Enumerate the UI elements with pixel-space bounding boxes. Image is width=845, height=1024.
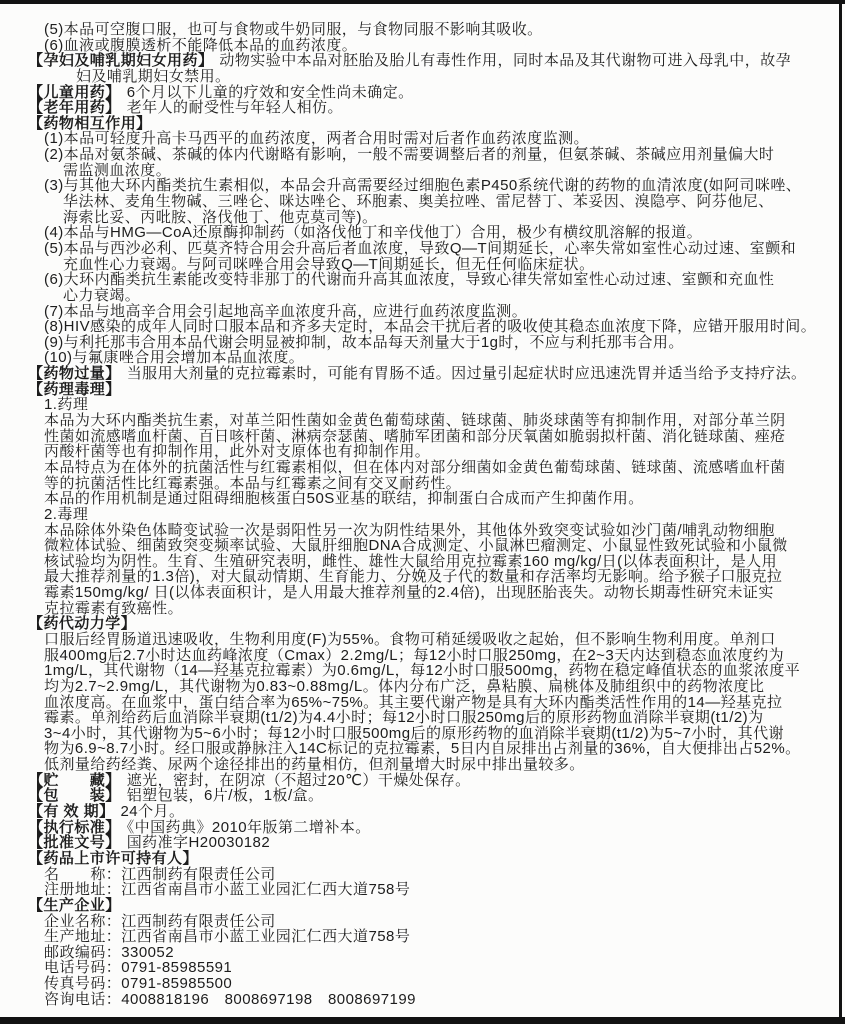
line-text: 充血性心力衰竭。与阿司咪唑合用会导致Q—T间期延长，但无任何临床症状。 [63,255,595,273]
doc-line [0,257,836,273]
doc-line [0,741,836,757]
doc-line [0,569,836,585]
doc-line [0,413,836,429]
doc-line [0,507,836,523]
line-text: 口服后经胃肠道迅速吸收，生物利用度(F)为55%。食物可稍延缓吸收之起始，但不影响生物利用度。单剂口 [44,630,776,648]
line-text: 华法林、麦角生物碱、三唑仑、咪达唑仑、环胞素、奥美拉唑、雷尼替丁、苯妥因、溴隐亭、阿芬他尼、 [63,193,774,211]
section-label: 【药物相互作用】 [28,114,152,132]
doc-line [0,585,836,601]
line-text: 2.毒理 [44,505,89,523]
scan-edge-right [839,0,842,1024]
doc-line [0,100,836,116]
line-text: 服400mg后2.7小时达血药峰浓度（Cmax）2.2mg/L；每12小时口服250mg，在2~3天内达到稳态血浓度约为 [44,646,785,664]
line-text: 最大推荐剂量的1.3倍)，对大鼠动情期、生育能力、分娩及子代的数量和存活率均无影响。给予猴子口服克拉 [44,568,783,586]
line-text: (5)本品可空腹口服，也可与食物或牛奶同服，与食物同服不影响其吸收。 [44,21,543,38]
line-text: 霉素150mg/kg/ 日(以体表面积计，是人用最大推荐剂量的2.4倍)，出现胚胎丧失。动物长期毒性研究未证实 [44,584,774,602]
line-text: 心力衰竭。 [63,286,141,304]
doc-line [0,960,836,976]
line-text: (6)大环内酯类抗生素能改变特非那丁的代谢而升高其血浓度，导致心律失常如室性心动过速、室颤和充血性 [44,271,775,289]
line-text: 均为2.7~2.9mg/L，其代谢物为0.83~0.88mg/L。体内分布广泛，鼻粘膜、扁桃体及肺组织中的药物浓度比 [44,677,765,695]
line-text: 丙酸杆菌等也有抑制作用，此外对支原体也有抑制作用。 [44,443,431,461]
section-label: 【孕妇及哺乳期妇女用药】 [28,52,214,70]
line-text: 《中国药典》2010年版第二增补本。 [126,818,371,836]
doc-line [0,835,836,851]
doc-line [0,773,836,789]
line-text: (9)与利托那韦合用本品代谢会明显被抑制，故本品每天剂量大于1g时，不应与利托那韦合用。 [44,333,684,351]
doc-line [0,69,836,85]
line-text: 血浓度高。在血浆中，蛋白结合率为65%~75%。其主要代谢产物是具有大环内酯类活性作用的14—羟基克拉 [44,693,783,711]
line-text: 低剂量给药经粪、尿两个途径排出的药量相仿，但剂量增大时尿中排出量较多。 [44,756,585,774]
doc-line [0,788,836,804]
line-text: 遮光，密封，在阴凉（不超过20℃）干燥处保存。 [126,771,471,789]
doc-line [0,53,836,69]
section-label: 【执行标准】 [28,818,121,836]
doc-line [0,225,836,241]
line-text: 海索比妥、丙吡胺、洛伐他丁、他克莫司等)。 [63,208,378,226]
line-text: 本品特点为在体外的抗菌活性与红霉素相似，但在体内对部分细菌如金黄色葡萄球菌、链球菌、流感嗜血杆菌 [44,458,786,476]
document-body [0,22,836,1007]
doc-line [0,601,836,617]
line-text: 微粒体试验、细菌致突变频率试验、大鼠肝细胞DNA合成测定、小鼠淋巴瘤测定、小鼠显性致死试验和小鼠微 [44,537,788,555]
doc-line [0,679,836,695]
line-text: 注册地址：江西省南昌市小蓝工业园汇仁西大道758号 [44,881,411,899]
line-text: (10)与氟康唑合用会增加本品血浓度。 [44,349,305,367]
section-label: 【批准文号】 [28,834,121,852]
doc-line [0,131,836,147]
doc-line [0,491,836,507]
section-label: 【贮 藏】 [28,771,121,789]
doc-line [0,898,836,914]
section-label: 【有 效 期】 [28,803,115,821]
line-text: 铝塑包装，6片/板，1板/盒。 [126,787,324,805]
line-text: 克拉霉素有致癌性。 [44,599,184,617]
line-text: 24个月。 [120,803,185,821]
scan-edge-top [0,0,845,4]
line-text: 核试验均为阴性。生育、生殖研究表明，雌性、雄性大鼠给用克拉霉素160 mg/kg/日(以体表面积计，是人用 [44,552,778,570]
line-text: 1mg/L，其代谢物（14—羟基克拉霉素）为0.6mg/L，每12小时口服500mg，药物在稳定峰值状态的血浆浓度平 [44,662,801,680]
doc-line [0,288,836,304]
doc-line [0,757,836,773]
doc-line [0,382,836,398]
section-label: 【药品上市许可持有人】 [28,849,198,867]
doc-line [0,648,836,664]
doc-line [0,429,836,445]
line-text: 1.药理 [44,396,89,414]
doc-line [0,804,836,820]
doc-line [0,695,836,711]
section-label: 【儿童用药】 [28,83,121,101]
doc-line [0,851,836,867]
line-text: 名 称：江西制药有限责任公司 [44,865,276,883]
line-text: 3~4小时，其代谢物为5~6小时；每12小时口服500mg后的原形药物的血消除半衰期(t1/2)为5~7小时，其代谢 [44,724,784,742]
line-text: 6个月以下儿童的疗效和安全性尚未确定。 [126,83,414,101]
doc-line [0,538,836,554]
doc-line [0,976,836,992]
doc-line [0,241,836,257]
line-text: 咨询电话：4008818196 8008697198 8008697199 [44,990,416,1008]
line-text: (8)HIV感染的成年人同时口服本品和齐多夫定时，本品会干扰后者的吸收使其稳态血浓度下降，应错开服用时间。 [44,318,817,336]
line-text: (1)本品可轻度升高卡马西平的血药浓度，两者合用时需对后者作血药浓度监测。 [44,130,589,148]
doc-line [0,820,836,836]
doc-line [0,178,836,194]
line-text: 性菌如流感嗜血杆菌、百日咳杆菌、淋病奈瑟菌、嗜肺军团菌和部分厌氧菌如脆弱拟杆菌、消化链球菌、痤疮 [44,427,786,445]
doc-line [0,616,836,632]
line-text: 老年人的耐受性与年轻人相仿。 [126,99,344,117]
line-text: 本品除体外染色体畸变试验一次是弱阳性另一次为阴性结果外，其他体外致突变试验如沙门菌/哺乳动物细胞 [44,521,775,539]
doc-line [0,476,836,492]
section-label: 【老年用药】 [28,99,121,117]
line-text: 电话号码：0791-85985591 [44,959,233,977]
doc-line [0,867,836,883]
doc-line [0,38,836,54]
line-text: (3)与其他大环内酯类抗生素相似，本品会升高需要经过细胞色素P450系统代谢的药物的血清浓度(如阿司咪唑、 [44,177,802,195]
doc-line [0,929,836,945]
section-label: 【药物过量】 [28,365,121,383]
line-text: 物为6.9~8.7小时。经口服或静脉注入14C标记的克拉霉素，5日内自尿排出占剂量的36%，自大便排出占52%。 [44,740,801,758]
line-text: 妇及哺乳期妇女禁用。 [76,67,231,85]
line-text: (7)本品与地高辛合用会引起地高辛血浓度升高，应进行血药浓度监测。 [44,302,528,320]
doc-line [0,210,836,226]
line-text: (4)本品与HMG—CoA还原酶抑制药（如洛伐他丁和辛伐他丁）合用，极少有横纹肌溶解的报道。 [44,224,703,242]
section-label: 【包 装】 [28,787,121,805]
doc-line [0,444,836,460]
scan-edge-bottom [0,1017,845,1024]
doc-line [0,882,836,898]
line-text: 霉素。单剂给药后血消除半衰期(t1/2)为4.4小时；每12小时口服250mg后的原形药物血消除半衰期(t1/2)为 [44,709,764,727]
section-label: 【生产企业】 [28,896,121,914]
doc-line [0,460,836,476]
doc-line [0,632,836,648]
line-text: (5)本品与西沙必利、匹莫齐特合用会升高后者血浓度，导致Q—T间期延长，心率失常如室性心动过速、室颤和 [44,239,797,257]
doc-line [0,397,836,413]
line-text: 邮政编码：330052 [44,943,175,961]
doc-line [0,523,836,539]
line-text: 等的抗菌活性比红霉素强。本品与红霉素之间有交叉耐药性。 [44,474,462,492]
doc-line [0,710,836,726]
doc-line [0,272,836,288]
line-text: (6)血液或腹膜透析不能降低本品的血药浓度。 [44,36,358,54]
line-text: 动物实验中本品对胚胎及胎儿有毒性作用，同时本品及其代谢物可进入母乳中，故孕 [219,52,792,70]
line-text: 企业名称：江西制药有限责任公司 [44,912,276,930]
doc-line [0,304,836,320]
line-text: (2)本品对氨茶碱、茶碱的体内代谢略有影响，一般不需要调整后者的剂量，但氨茶碱、茶碱应用剂量偏大时 [44,146,775,164]
line-text: 国药准字H20030182 [126,834,271,852]
line-text: 本品的作用机制是通过阻碍细胞核蛋白50S亚基的联结，抑制蛋白合成而产生抑菌作用。 [44,490,644,508]
doc-line [0,366,836,382]
doc-line [0,85,836,101]
doc-line [0,319,836,335]
line-text: 传真号码：0791-85985500 [44,975,233,993]
section-label: 【药理毒理】 [28,380,121,398]
doc-line [0,992,836,1008]
doc-line [0,22,836,38]
doc-line [0,147,836,163]
line-text: 当服用大剂量的克拉霉素时，可能有胃肠不适。因过量引起症状时应迅速洗胃并适当给予支持疗法。 [126,365,807,383]
doc-line [0,663,836,679]
doc-line [0,914,836,930]
line-text: 本品为大环内酯类抗生素，对革兰阳性菌如金黄色葡萄球菌、链球菌、肺炎球菌等有抑制作用，对部分革兰阴 [44,412,786,430]
doc-line [0,350,836,366]
line-text: 生产地址：江西省南昌市小蓝工业园汇仁西大道758号 [44,928,411,946]
doc-line [0,194,836,210]
section-label: 【药代动力学】 [28,615,137,633]
line-text: 需监测血浓度。 [63,161,172,179]
